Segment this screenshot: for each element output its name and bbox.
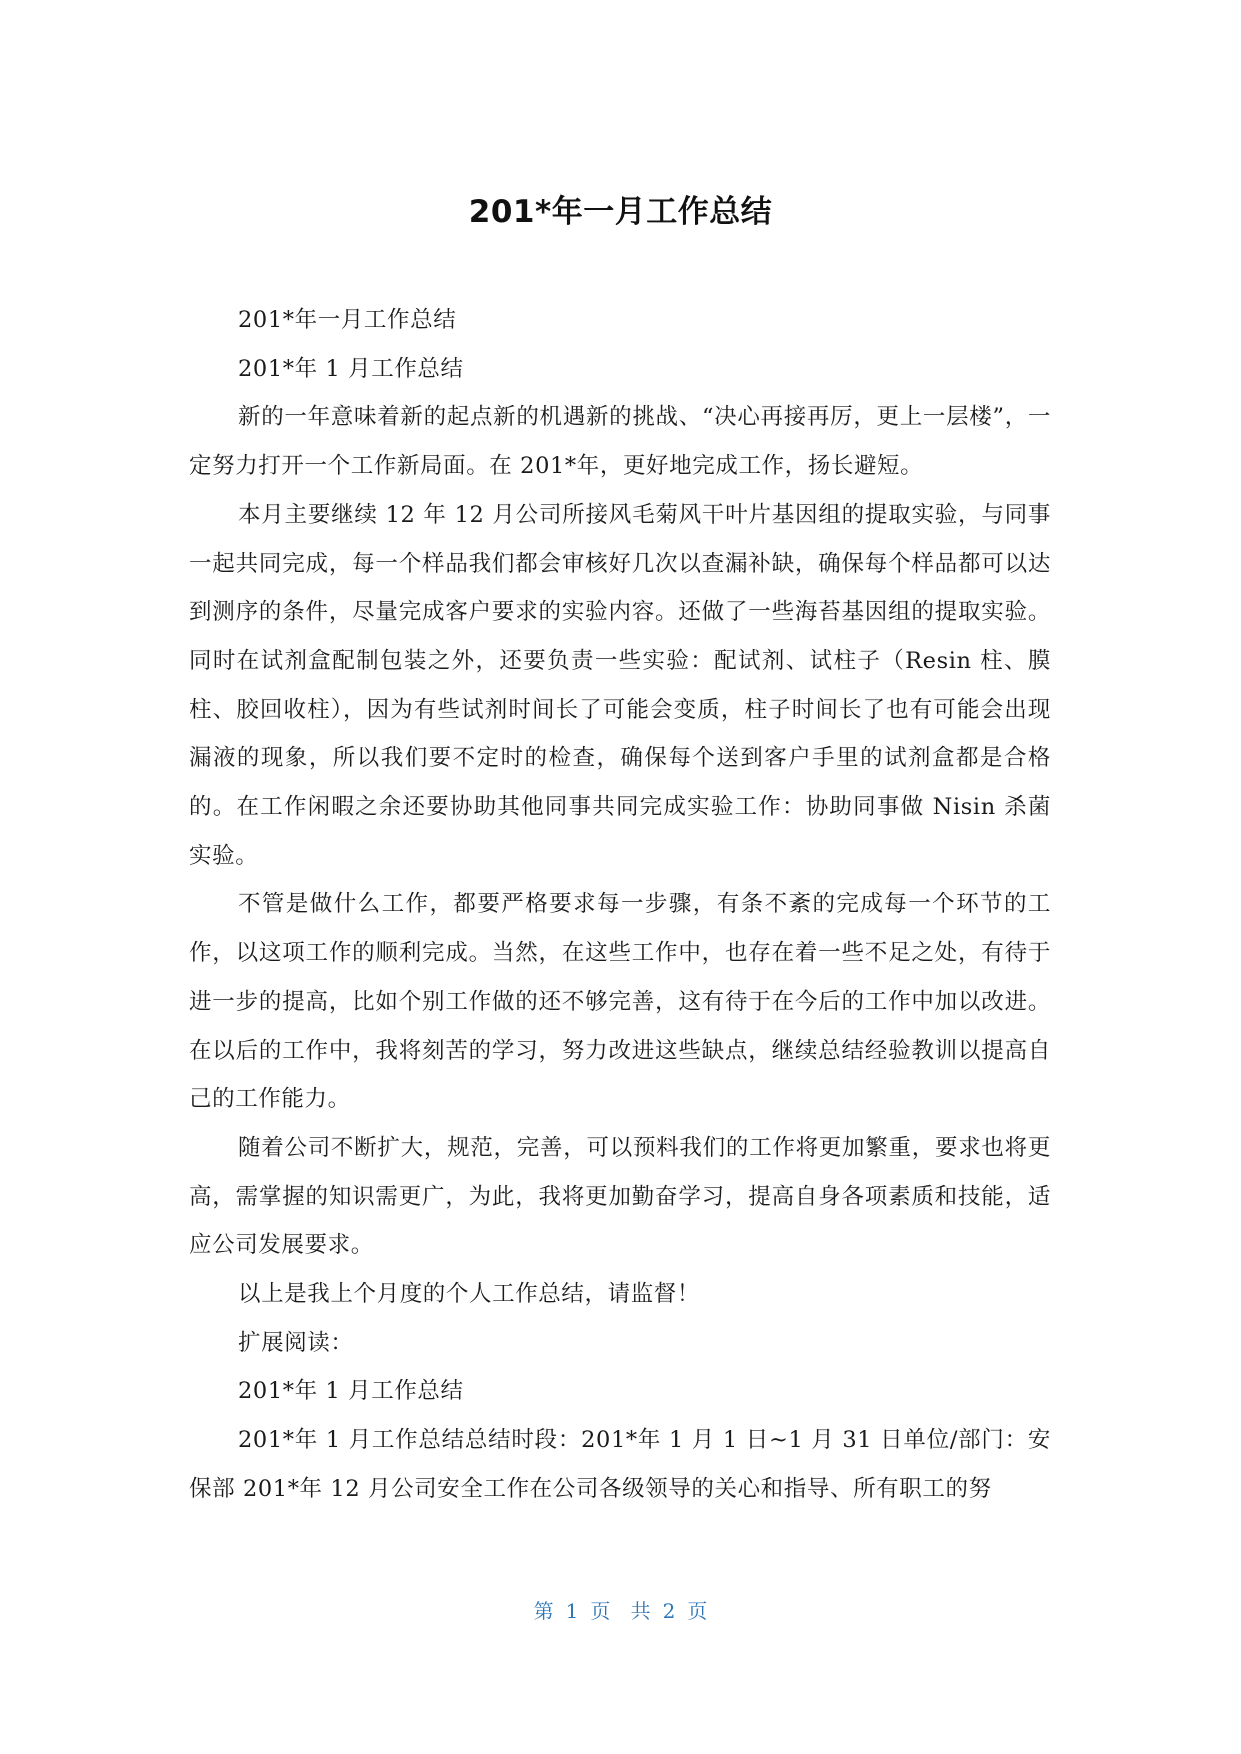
paragraph-reflection: 不管是做什么工作，都要严格要求每一步骤，有条不紊的完成每一个环节的工作，以这项工作的顺利完成。当然，在这些工作中，也存在着一些不足之处，有待于进一步的提高，比如个别工作做的还不够完善，这有待于在今后的工作中加以改进。在以后的工作中，我将刻苦的学习，努力改进这些缺点，继续总结经验教训以提高自己的工作能力。 bbox=[189, 891, 1051, 1113]
paragraph-heading-3: 201*年 1 月工作总结 bbox=[238, 1378, 464, 1405]
paragraph-main-work: 本月主要继续 12 年 12 月公司所接风毛菊风干叶片基因组的提取实验，与同事一起共同完成，每一个样品我们都会审核好几次以查漏补缺，确保每个样品都可以达到测序的条件，尽量完成客户要求的实验内容。还做了一些海苔基因组的提取实验。同时在试剂盒配制包装之外，还要负责一些实验：配试剂、试柱子（Resin 柱、膜柱、胶回收柱），因为有些试剂时间长了可能会变质，柱子时间长了也有可能会出现漏液的现象，所以我们要不定时的检查，确保每个送到客户手里的试剂盒都是合格的。在工作闲暇之余还要协助其他同事共同完成实验工作：协助同事做 Nisin 杀菌实验。 bbox=[189, 501, 1051, 869]
paragraph-security-summary: 201*年 1 月工作总结总结时段：201*年 1 月 1 日~1 月 31 日单位/部门：安保部 201*年 12 月公司安全工作在公司各级领导的关心和指导、所有职工的努 bbox=[189, 1427, 1051, 1502]
footer-page-of-label: 页 共 bbox=[590, 1599, 651, 1623]
paragraph-heading-1: 201*年一月工作总结 bbox=[238, 307, 457, 333]
paragraph-outlook: 随着公司不断扩大，规范，完善，可以预料我们的工作将更加繁重，要求也将更高，需掌握的知识需更广，为此，我将更加勤奋学习，提高自身各项素质和技能，适应公司发展要求。 bbox=[189, 1134, 1051, 1259]
footer-total-pages: 2 bbox=[662, 1599, 676, 1623]
footer-page-label: 第 bbox=[533, 1599, 554, 1623]
document-body bbox=[189, 296, 1051, 1514]
document-title: 201*年一月工作总结 bbox=[468, 194, 773, 230]
paragraph-closing: 以上是我上个月度的个人工作总结，请监督！ bbox=[238, 1281, 701, 1308]
page-footer bbox=[0, 1596, 1241, 1626]
paragraph-extended-reading: 扩展阅读： bbox=[238, 1329, 354, 1356]
paragraph-intro: 新的一年意味着新的起点新的机遇新的挑战、“决心再接再厉，更上一层楼”，一定努力打开一个工作新局面。在 201*年，更好地完成工作，扬长避短。 bbox=[189, 404, 1051, 480]
footer-current-page: 1 bbox=[565, 1599, 579, 1623]
footer-pages-label: 页 bbox=[687, 1599, 708, 1623]
paragraph-heading-2: 201*年 1 月工作总结 bbox=[238, 355, 464, 382]
